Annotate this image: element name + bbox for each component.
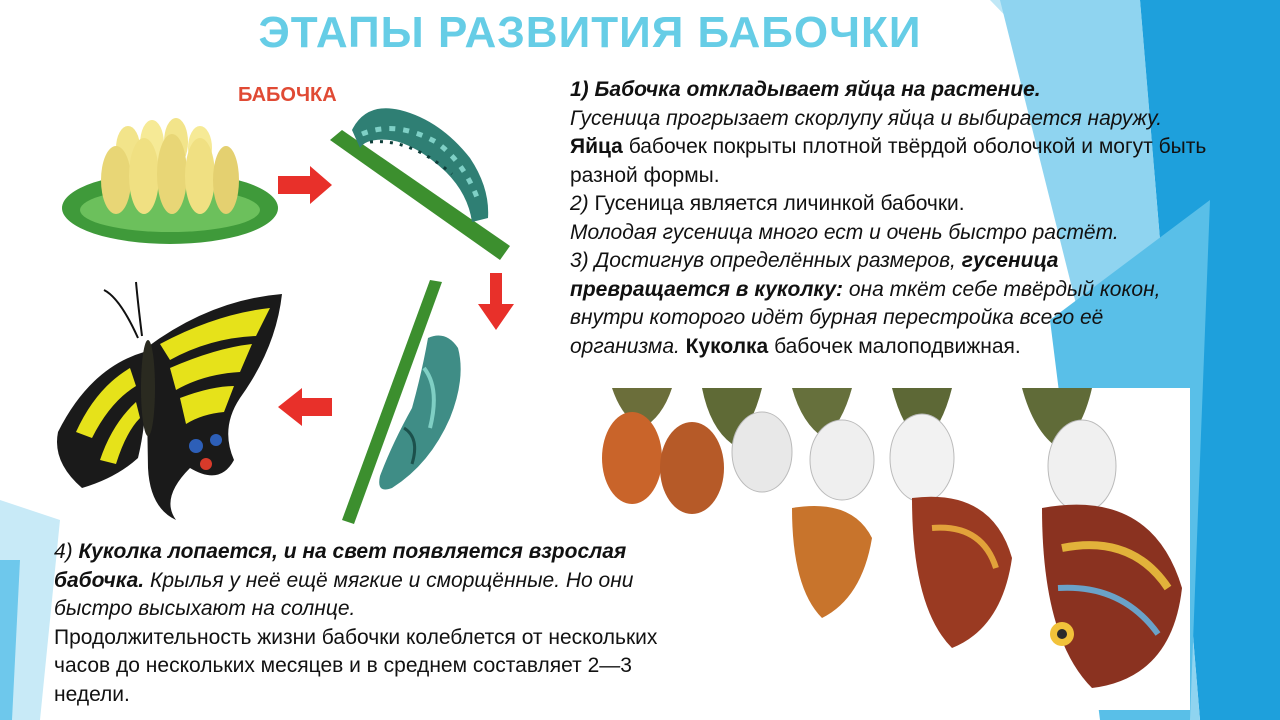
stage-3-text-a: Достигнув определённых размеров, [588, 249, 962, 272]
slide-title: ЭТАПЫ РАЗВИТИЯ БАБОЧКИ [258, 8, 922, 57]
stage-4-italic: Крылья у неё ещё мягкие и сморщённые. Но они быстро высыхают на солнце. [54, 568, 634, 620]
stage-3-number: 3) [570, 249, 589, 272]
stage-1-number: 1) [570, 78, 589, 101]
stage-4-bold: Куколка лопается, и на свет появляется взрослая бабочка. [54, 540, 627, 592]
diagram-label: БАБОЧКА [238, 84, 337, 106]
stage-3-text-b: она ткёт себе твёрдый кокон, внутри которого идёт бурная перестройка всего её организма. [570, 277, 1161, 358]
stage-4-text [54, 538, 694, 709]
stages-text-1-3 [570, 76, 1210, 361]
red-arrow-icon [478, 273, 514, 330]
stage-4-number: 4) [54, 540, 73, 563]
stage-3-pupa-bold: Куколка [685, 334, 769, 358]
stage-3-text-c: бабочек малоподвижная. [768, 334, 1021, 358]
stage-2-text-a: Гусеница является личинкой бабочки. [588, 192, 965, 215]
stage-1-lead: Бабочка откладывает яйца на растение. [588, 78, 1041, 101]
red-arrow-icon [278, 388, 332, 426]
lifecycle-drawing [20, 68, 560, 528]
red-arrow-icon [278, 166, 332, 204]
eggs-illustration [62, 118, 278, 244]
stage-2-paragraph [570, 190, 1210, 247]
stage-1-text-b: бабочек покрыты плотной твёрдой оболочкой и могут быть разной формы. [570, 135, 1207, 187]
pupa-illustration [342, 280, 461, 524]
stage-2-text-b: Молодая гусеница много ест и очень быстро растёт. [570, 220, 1119, 244]
butterfly-illustration [57, 282, 282, 520]
stage-1-paragraph [570, 76, 1210, 190]
caterpillar-illustration [330, 108, 510, 260]
stage-4-lifespan: Продолжительность жизни бабочки колеблется от нескольких часов до нескольких месяцев и в среднем составляет 2—3 недели. [54, 625, 658, 706]
stage-1-text-a: Гусеница прогрызает скорлупу яйца и выбирается наружу. [570, 106, 1163, 130]
stage-3-bold: гусеница превращается в куколку: [570, 249, 1059, 301]
stage-4-paragraph [54, 538, 694, 709]
stage-1-eggs-bold: Яйца [570, 135, 623, 158]
stage-2-number: 2) [570, 192, 589, 215]
lifecycle-diagram [20, 68, 560, 528]
stage-3-paragraph [570, 247, 1210, 361]
